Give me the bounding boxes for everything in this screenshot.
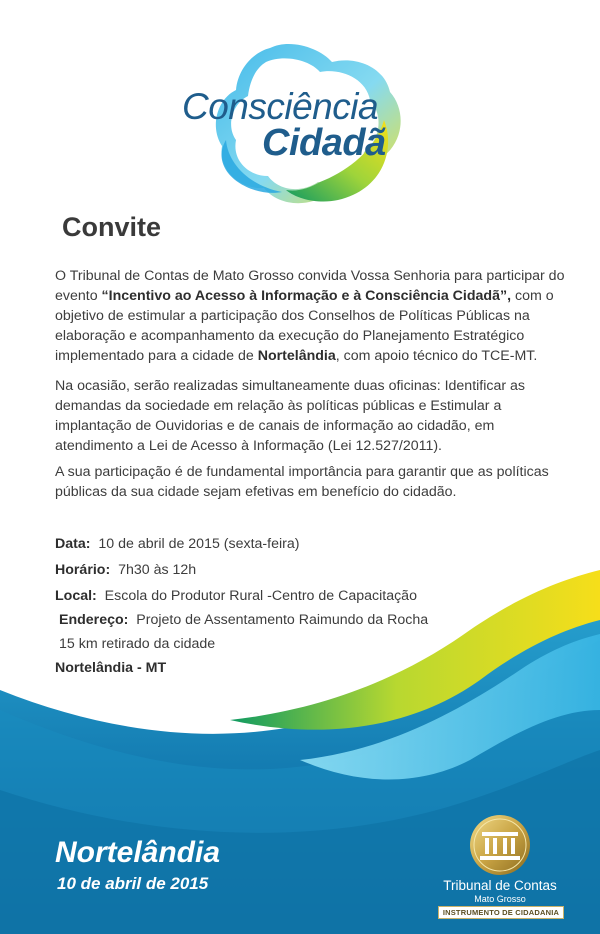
detail-date <box>55 536 299 552</box>
address-label: Endereço: <box>59 612 129 628</box>
logo-text-cidada: Cidadã <box>262 122 386 164</box>
city-name: Nortelândia <box>257 348 336 364</box>
importance-paragraph: A sua participação é de fundamental importância para garantir que as políticas públicas da sua cidade sejam efetivas em benefício do cidadão. <box>55 464 549 500</box>
time-label: Horário: <box>55 562 111 578</box>
footer-city: Nortelândia <box>55 836 221 869</box>
tce-tagline: INSTRUMENTO DE CIDADANIA <box>438 906 564 919</box>
address-value: Projeto de Assentamento Raimundo da Rocha <box>136 612 429 628</box>
invitation-text-1: O Tribunal de Contas de Mato Grosso convida Vossa Senhoria para participar do evento <box>55 268 565 304</box>
date-label: Data: <box>55 536 91 552</box>
tce-state: Mato Grosso <box>474 894 526 904</box>
date-value: 10 de abril de 2015 (sexta-feira) <box>98 536 300 552</box>
invitation-text-3: , com apoio técnico do TCE-MT. <box>335 348 538 364</box>
workshops-paragraph: Na ocasião, serão realizadas simultaneamente duas oficinas: Identificar as demandas da sociedade em relação às políticas públicas e Estimular a implantação de Ouvidorias e de canais de informação ao cidadão, em atendimento a Lei de Acesso à Informação (Lei 12.527/2011). <box>55 378 526 454</box>
tce-name: Tribunal de Contas <box>443 878 557 893</box>
address-extra: 15 km retirado da cidade <box>59 636 216 652</box>
invitation-text-2: com o objetivo de estimular a participação dos Conselhos de Políticas Públicas na elaboração e acompanhamento da execução do Planejamento Estratégico implementado para a cidade de <box>55 288 554 364</box>
tce-emblem-icon <box>430 812 570 878</box>
logo-text-consciencia: Consciência <box>182 86 379 127</box>
consciencia-cidada-logo <box>170 40 420 210</box>
location-value: Escola do Produtor Rural -Centro de Capacitação <box>104 588 417 604</box>
location-label: Local: <box>55 588 97 604</box>
time-value: 7h30 às 12h <box>118 562 197 578</box>
event-name: “Incentivo ao Acesso à Informação e à Consciência Cidadã”, <box>101 288 512 304</box>
invitation-paragraph <box>55 266 575 366</box>
tce-logo <box>430 812 570 922</box>
city-value: Nortelândia - MT <box>55 660 167 676</box>
page-title: Convite <box>62 212 162 242</box>
footer-date: 10 de abril de 2015 <box>57 874 209 893</box>
